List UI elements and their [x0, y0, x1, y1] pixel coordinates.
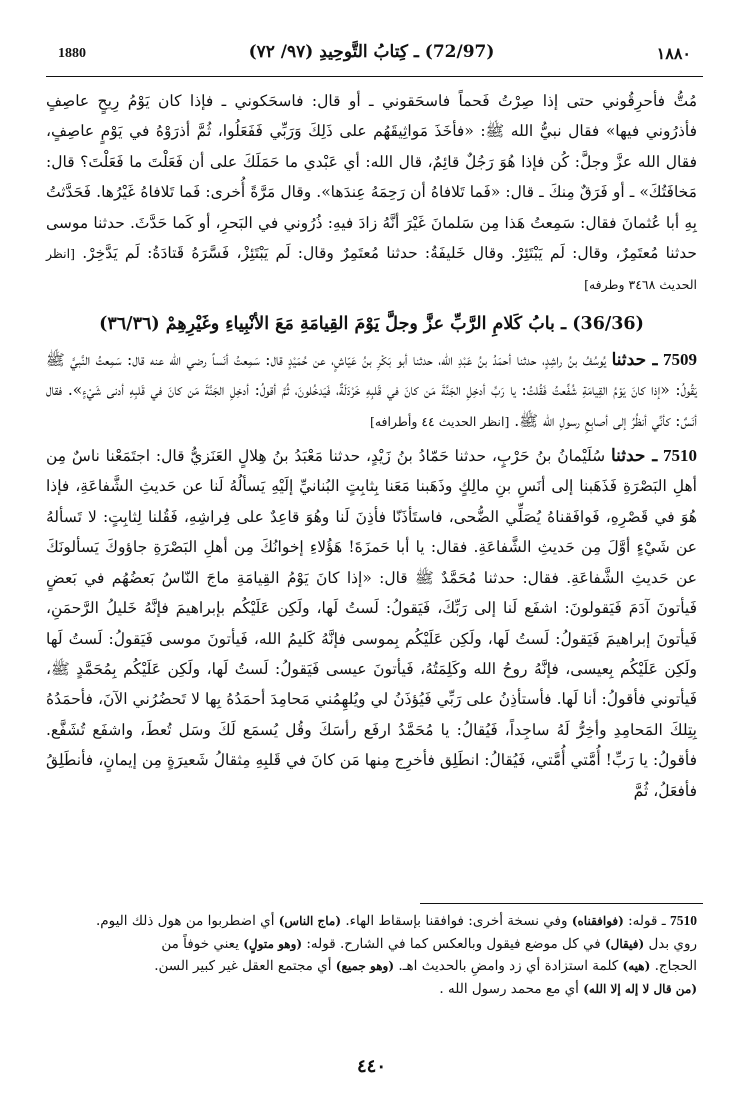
- footnote-text: وفي نسخة أخرى: فوافقنا بإسقاط الهاء.: [345, 913, 568, 929]
- hadith-number: 7510: [663, 446, 698, 466]
- running-header: [40, 40, 703, 70]
- footnote-line: [46, 955, 697, 978]
- footnote-keyword: (وهو متولٍ): [243, 936, 303, 951]
- paragraph-text: مُتُّ فأحرِقُوني حتى إذا صِرْتُ فَحماً فاسحَقوني ـ أو قال: فاسحَكوني ـ فإذا كان يَوْمُ رِيحٍ عاصِفٍ فأذرُوني فيها» فقال نبيُّ الله ﷺ: «فأخَذَ مَواثِيقَهُم على ذَلِكَ وَرَبِّي فَفَعَلُوا، ثُمَّ أذرَوْهُ في يَوْمٍ عاصِفٍ، فقال الله عزَّ وجلَّ: كُن فإذا هُوَ رَجُلٌ قائِمٌ، قال الله: أي عَبْدي ما حَمَلَكَ على أن فَعَلْتَ ما فَعَلْتَ؟ قال: مَخافَتُكَ» ـ أو فَرَقٌ مِنكَ ـ قال: «فَما تَلافاهُ أن رَحِمَهُ عِندَها». وقال مَرَّةً أُخرى: فَما تَلافاهُ غَيْرُها. فَحَدَّثتُ بِهِ أبا عُثمانَ فقال: سَمِعتُ هَذا مِن سَلمانَ غَيْرَ أنَّهُ زادَ فيهِ: ذُرُوني في البَحرِ، أو كَما حَدَّثَ. حدثنا موسى حدثنا مُعتَمِرٌ، وقال: لَم يَبْتَئِرْ. وقال خَليفَةُ: حدثنا مُعتَمِرٌ وقال: لَم يَبْتَئِزْ، فَسَّرَهُ قَتادَةُ: لَم يَدَّخِرْ.: [46, 92, 697, 263]
- main-text: [46, 86, 697, 806]
- footnote-text: ـ قوله:: [628, 913, 666, 929]
- footnote-text: روي بدل: [648, 935, 697, 952]
- cross-reference: [انظر الحديث ٣٤٦٨ وطرفه]: [46, 246, 697, 293]
- cross-reference: [انظر الحديث ٤٤ وأطرافه]: [369, 413, 510, 429]
- footnote-text: أي مجتمع العقل غير كبير السن.: [154, 958, 332, 974]
- footnote-line: [46, 933, 697, 956]
- haddathana-label: ـ حدثنا: [611, 349, 658, 370]
- footnote-keyword: (وهو جميع): [335, 959, 395, 973]
- footnotes: [46, 910, 697, 1000]
- footnote-keyword: (من قال لا إله إلا الله): [583, 981, 697, 996]
- page-number-arabic: ١٨٨٠: [656, 44, 691, 63]
- footnote-text: الحجاج.: [654, 958, 697, 974]
- paragraph-continuation: [46, 86, 697, 301]
- footnote-keyword: (ماج الناس): [278, 914, 342, 928]
- footnote-keyword: (فيقال): [604, 936, 645, 951]
- footnote-rule: [420, 903, 703, 904]
- footnote-text: كلمة استزادة أي زد وامضِ بالحديث اهـ.: [398, 958, 619, 974]
- page-bottom-number: ٤٤٠: [356, 1056, 386, 1077]
- haddathana-label: ـ حدثنا: [610, 446, 658, 467]
- footnote-text: أي مع محمد رسول الله .: [439, 980, 579, 997]
- hadith-7509: [46, 345, 697, 437]
- footnote-number: 7510: [670, 913, 697, 928]
- hadith-text: يُوسُفُ بنُ راشِدٍ، حدثنا أحمَدُ بنُ عَبْدِ الله، حدثنا أبو بَكْرِ بنُ عَيّاشٍ، عن حُمَيْدٍ قال: سَمِعتُ أنَساً رضي الله عنه قال: سَمِعتُ النَّبيَّ ﷺ يَقُولُ: «إذا كانَ يَوْمُ القِيامَةِ شُفِّعتُ فَقُلتُ: يا رَبِّ أدخِلِ الجَنَّةَ مَن كانَ في قَلبِهِ خَرْدَلَةٌ، فَيَدخُلونَ، ثُمَّ أقولُ: أدخِلِ الجَنَّةَ مَن كانَ في قَلبِهِ أدنى شَيْءٍ». فقال أنَسٌ: كأنِّي أنظُرُ إلى أصابِعِ رسولِ الله ﷺ.: [46, 350, 697, 430]
- chapter-heading: (36/36) ـ بابُ كَلامِ الرَّبِّ عزَّ وجلَّ يَوْمَ القِيامَةِ مَعَ الأنْبِياءِ وغَيْرِهِمْ (٣٦/٣٦): [99, 313, 644, 334]
- header-rule: [46, 76, 703, 77]
- footnote-line: [46, 978, 697, 1001]
- footnote-text: يعني خوفاً من: [161, 935, 239, 952]
- hadith-number: 7509: [662, 349, 697, 369]
- hadith-text: سُلَيْمانُ بنُ حَرْبٍ، حدثنا حَمّادُ بنُ زَيْدٍ، حدثنا مَعْبَدُ بنُ هِلالٍ العَنَزيُّ قال: اجتَمَعْنا ناسٌ مِن أهلِ البَصْرَةِ فَذَهَبنا إلى أنَسِ بنِ مالِكٍ وذَهَبنا مَعَنا بِثابِتٍ البُنانيِّ إلَيْهِ يَسألُهُ لَنا عن حَديثِ الشَّفاعَةِ، فإذا هُوَ في قَصْرِهِ، فَوافَقناهُ يُصَلِّي الضُّحى، فاستَأذَنّا فأذِنَ لَنا وهُوَ قاعِدٌ على فِراشِهِ، فَقُلنا لِثابِتٍ: لا تَسألهُ عن شَيْءٍ أوَّلَ مِن حَديثِ الشَّفاعَةِ. فقال: يا أبا حَمزَةَ! هَؤُلاءِ إخوانُكَ مِن أهلِ البَصْرَةِ جاؤوكَ يَسألونَكَ عن حَديثِ الشَّفاعَةِ. فقال: حدثنا مُحَمَّدٌ ﷺ قال: «إذا كانَ يَوْمُ القِيامَةِ ماجَ النّاسُ بَعضُهُم في بَعضٍ فَيأتونَ آدَمَ فَيَقولونَ: اشفَع لَنا إلى رَبِّكَ، فَيَقولُ: لَستُ لَها، ولَكِن عَلَيْكُم بإبراهيمَ فإنَّهُ خَليلُ الرَّحمَنِ، فَيأتونَ إبراهيمَ فَيَقولُ: لَستُ لَها، ولَكِن عَلَيْكُم بِموسى فإنَّهُ كَليمُ الله، فَيأتونَ موسى فَيَقولُ: لَستُ لَها ولَكِن عَلَيْكُم بِعيسى، فإنَّهُ روحُ الله وكَلِمَتُهُ، فَيأتونَ عيسى فَيَقولُ: لَستُ لَها، ولَكِن عَلَيْكُم بِمُحَمَّدٍ ﷺ، فَيأتوني فأقولُ: أنا لَها. فأستأذِنُ على رَبِّي فَيُؤذَنُ لي ويُلهِمُني مَحامِدَ أحمَدُهُ بِها لا تَحضُرُني الآنَ، فأحمَدُهُ بِتِلكَ المَحامِدِ وأخِرُّ لَهُ ساجِداً، فَيُقالُ: يا مُحَمَّدُ ارفَع رأسَكَ وقُل يُسمَع لَكَ وسَل تُعطَ، واشفَع تُشَفَّع. فأقولُ: يا رَبِّ! أُمَّتي أُمَّتي، فَيُقالُ: انطَلِق فأخرِج مِنها مَن كانَ في قَلبِهِ مِثقالُ شَعيرَةٍ مِن إيمانٍ، فأنطَلِقُ فأفعَلُ، ثُمَّ: [46, 447, 697, 800]
- footnote-text: أي اضطربوا من هول ذلك اليوم.: [95, 913, 275, 929]
- hadith-7510: [46, 441, 697, 806]
- footnote-keyword: (هيه): [622, 959, 651, 973]
- footnote-keyword: (فوافقناه): [571, 914, 624, 928]
- running-title: (72/97) ـ كِتابُ التَّوحِيدِ (٩٧/ ٧٢): [248, 42, 495, 62]
- footnote-line: [46, 910, 697, 933]
- page-number-latin: 1880: [58, 46, 86, 61]
- footnote-text: في كل موضع فيقول وبالعكس كما في الشارح. قوله:: [306, 935, 601, 952]
